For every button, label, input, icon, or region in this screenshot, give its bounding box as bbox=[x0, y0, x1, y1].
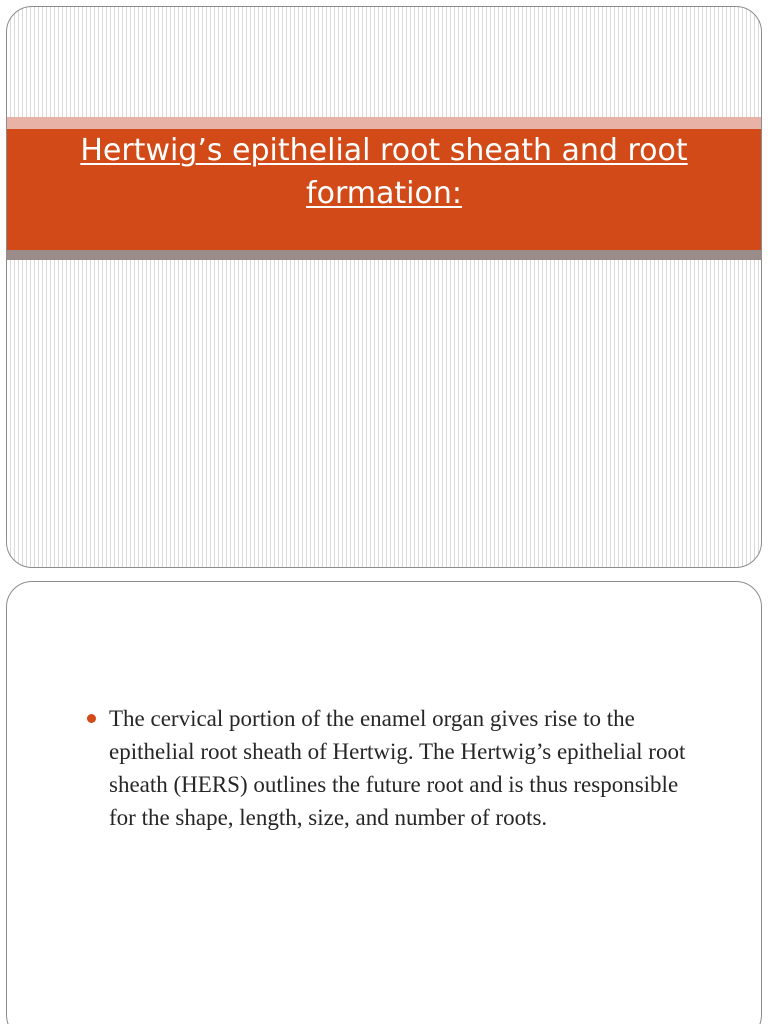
title-band-accent bbox=[7, 117, 761, 129]
title-band bbox=[7, 129, 761, 250]
title-band-divider bbox=[7, 250, 761, 260]
bullet-list bbox=[85, 702, 705, 834]
bullet-text: The cervical portion of the enamel organ gives rise to the epithelial root sheath of Hertwig. The Hertwig’s epithelial root sheath (HERS) outlines the future root and is thus responsible for the shape, length, size, and number of roots. bbox=[109, 706, 686, 830]
slide-title: Hertwig’s epithelial root sheath and root formation: bbox=[80, 133, 688, 211]
bullet-dot-icon bbox=[87, 714, 96, 723]
list-item bbox=[85, 702, 705, 834]
slide-2 bbox=[6, 581, 762, 1024]
slide-1 bbox=[6, 6, 762, 568]
